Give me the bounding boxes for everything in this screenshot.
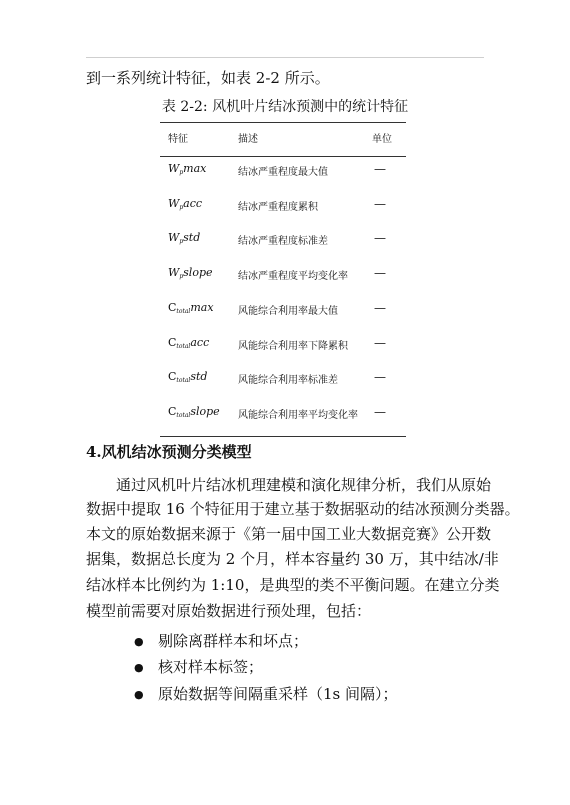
feature-description: 风能综合利用率最大值	[238, 305, 338, 317]
feature-subscript: p	[179, 273, 184, 281]
feature-base: C	[168, 404, 177, 418]
feature-description: 结冰严重程度最大值	[238, 167, 328, 178]
page-header-rule	[86, 57, 484, 58]
paragraph-line: 结冰样本比例约为 1:10，是典型的类不平衡问题。在建立分类	[86, 576, 500, 594]
feature-subscript: total	[176, 307, 191, 315]
bullet-dot-icon: ●	[134, 635, 144, 648]
table-row	[160, 336, 406, 356]
table-bottom-rule	[160, 436, 406, 437]
feature-symbol	[168, 266, 213, 280]
header-feature: 特征	[168, 134, 188, 145]
paragraph-line: 通过风机叶片结冰机理建模和演化规律分析，我们从原始	[116, 476, 492, 494]
table-top-rule	[160, 122, 406, 123]
table-row	[160, 301, 406, 321]
feature-base: W	[168, 162, 180, 175]
feature-suffix: std	[190, 370, 208, 384]
feature-base: C	[168, 370, 177, 384]
feature-subscript: p	[179, 169, 184, 176]
table-header-rule	[160, 156, 406, 157]
feature-description: 风能综合利用率平均变化率	[238, 409, 358, 421]
feature-unit: —	[374, 370, 386, 385]
paragraph-line: 本文的原始数据来源于《第一届中国工业大数据竞赛》公开数	[86, 525, 492, 543]
feature-unit: —	[374, 231, 386, 246]
bullet-dot-icon: ●	[134, 661, 144, 674]
feature-symbol	[168, 336, 209, 350]
section-heading: 4.风机结冰预测分类模型	[86, 443, 252, 461]
feature-subscript: total	[176, 377, 191, 385]
feature-symbol	[168, 370, 207, 384]
feature-suffix: std	[183, 231, 201, 245]
header-unit: 单位	[372, 134, 392, 145]
feature-symbol	[168, 405, 220, 419]
bullet-item: 原始数据等间隔重采样（1s 间隔）；	[158, 685, 398, 703]
intro-line: 到一系列统计特征，如表 2-2 所示。	[86, 69, 330, 87]
feature-unit: —	[374, 196, 386, 211]
feature-symbol	[168, 301, 214, 315]
bullet-item: 剔除离群样本和坏点；	[158, 632, 309, 650]
feature-base: W	[168, 266, 180, 280]
feature-description: 结冰严重程度平均变化率	[238, 271, 348, 283]
feature-suffix: acc	[183, 196, 203, 210]
feature-subscript: p	[179, 203, 184, 211]
feature-base: C	[168, 300, 177, 314]
header-description: 描述	[238, 134, 258, 145]
feature-suffix: max	[190, 300, 214, 314]
feature-subscript: total	[176, 342, 191, 350]
feature-unit: —	[374, 335, 386, 350]
feature-description: 风能综合利用率标准差	[238, 375, 338, 387]
feature-suffix: acc	[190, 335, 210, 349]
paragraph-line: 据集，数据总长度为 2 个月，样本容量约 30 万，其中结冰/非	[86, 550, 499, 568]
feature-subscript: total	[176, 411, 191, 419]
paragraph-line: 模型前需要对原始数据进行预处理，包括：	[86, 602, 372, 620]
table-row	[160, 370, 406, 390]
bullet-dot-icon: ●	[134, 688, 144, 701]
table-row	[160, 231, 406, 251]
feature-description: 结冰严重程度累积	[238, 201, 318, 213]
feature-base: W	[168, 196, 180, 210]
feature-base: W	[168, 231, 180, 245]
feature-unit: —	[374, 300, 386, 315]
table-row	[160, 405, 406, 425]
feature-description: 结冰严重程度标准差	[238, 236, 328, 248]
feature-unit: —	[374, 162, 386, 176]
feature-symbol	[168, 162, 206, 176]
feature-unit: —	[374, 266, 386, 281]
feature-suffix: slope	[183, 266, 213, 280]
feature-unit: —	[374, 404, 386, 419]
feature-suffix: slope	[190, 404, 220, 418]
table-row	[160, 266, 406, 286]
feature-symbol	[168, 231, 200, 245]
paragraph-line: 数据中提取 16 个特征用于建立基于数据驱动的结冰预测分类器。	[86, 500, 520, 518]
feature-description: 风能综合利用率下降累积	[238, 340, 348, 352]
table-caption: 表 2-2: 风机叶片结冰预测中的统计特征	[161, 99, 409, 115]
feature-suffix: max	[183, 162, 207, 175]
feature-base: C	[168, 335, 177, 349]
table-row	[160, 197, 406, 217]
table-row	[160, 162, 406, 182]
feature-symbol	[168, 197, 202, 211]
bullet-item: 核对样本标签；	[158, 658, 264, 676]
feature-subscript: p	[179, 238, 184, 246]
